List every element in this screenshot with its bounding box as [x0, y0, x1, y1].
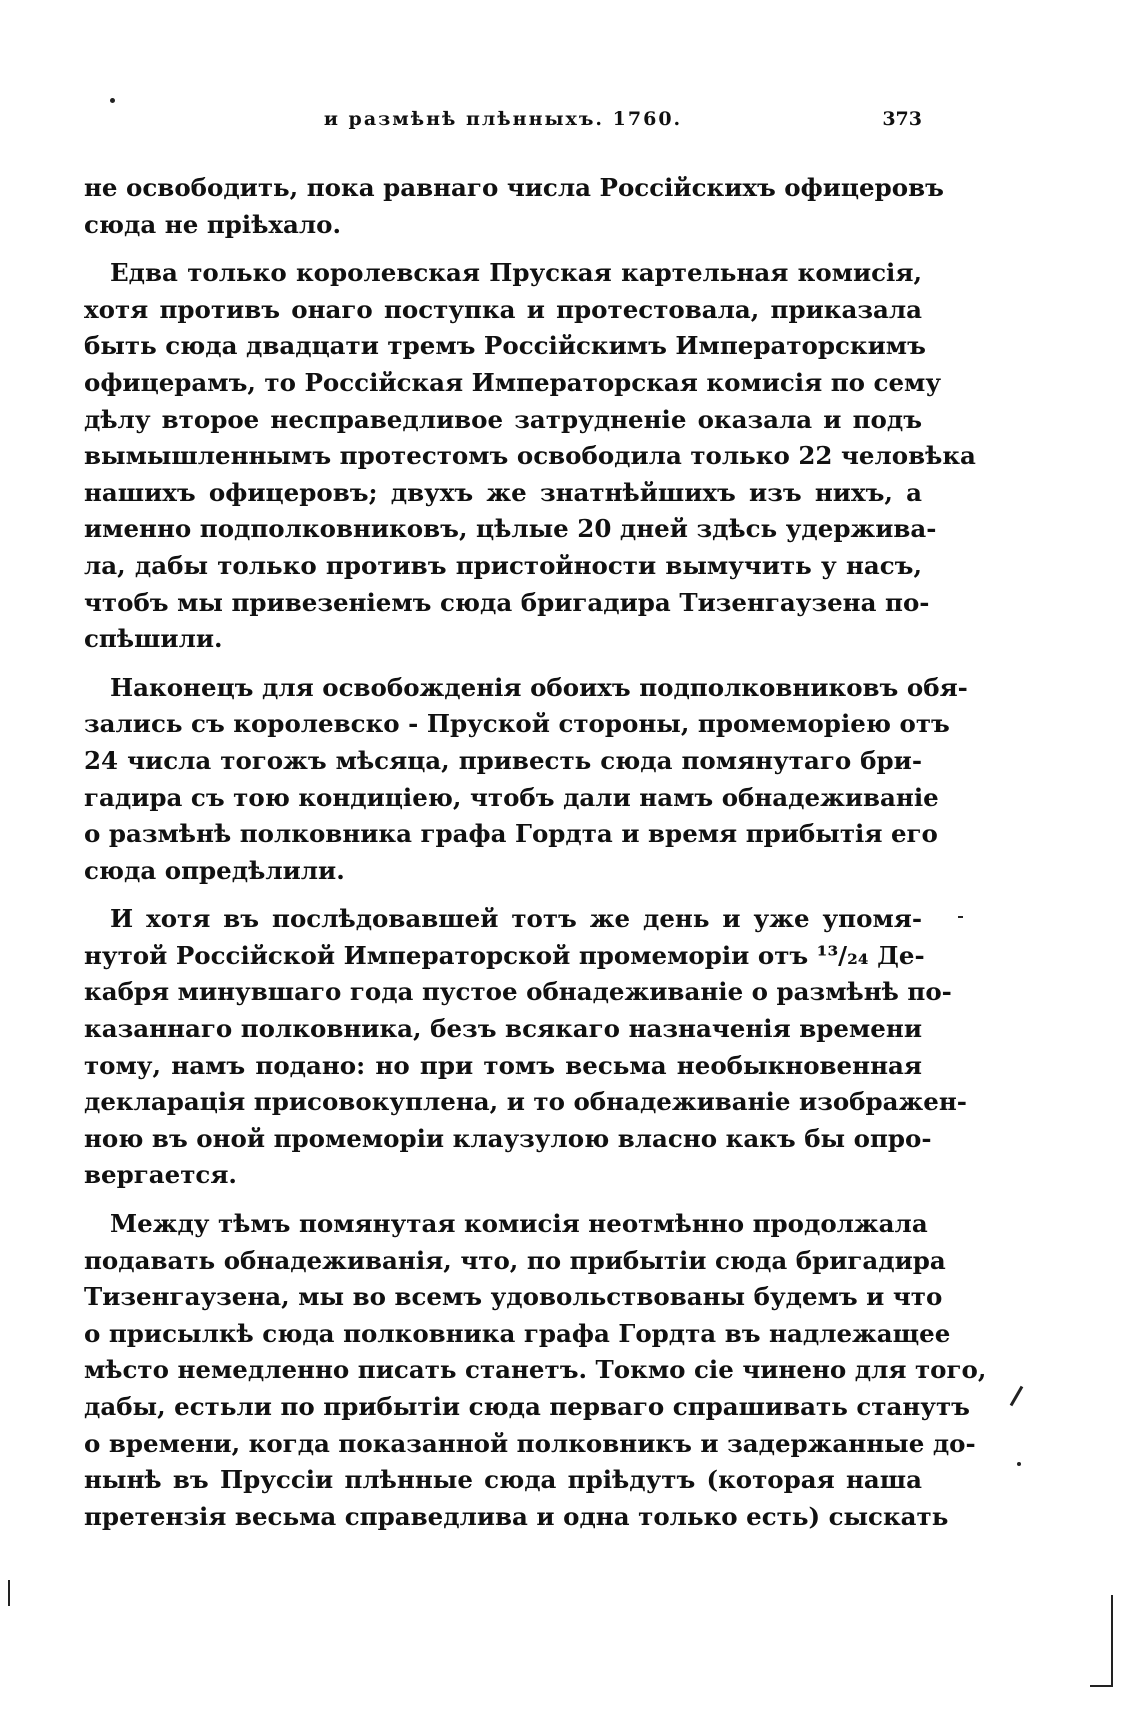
scan-speck — [1010, 1386, 1024, 1407]
text-line: именно подполковниковъ, цѣлые 20 дней здѣсь удержива- — [84, 514, 937, 544]
text-line: вымышленнымъ протестомъ освободила только 22 человѣка — [84, 441, 976, 471]
text-line: Едва только королевская Пруская картельная комисія, — [110, 258, 922, 288]
text-line: казаннаго полковника, безъ всякаго назначенія времени — [84, 1014, 922, 1044]
text-line: сюда опредѣлили. — [84, 855, 345, 885]
text-line: мѣсто немедленно писать станетъ. Токмо сіе чинено для того, — [84, 1355, 987, 1385]
paragraph — [84, 1206, 987, 1535]
page-header — [84, 108, 922, 148]
text-line: не освободить, пока равнаго числа Россійскихъ офицеровъ — [84, 173, 944, 202]
text-line: зались съ королевско - Пруской стороны, промеморіею отъ — [84, 709, 950, 739]
text-line: дабы, естьли по прибытіи сюда перваго спрашивать станутъ — [84, 1392, 970, 1421]
text-line: хотя противъ онаго поступка и протестовала, приказала — [84, 294, 922, 324]
text-line: дѣлу второе несправедливое затрудненіе оказала и подъ — [84, 404, 922, 434]
running-title: и размѣнѣ плѣнныхъ. 1760. — [323, 108, 683, 130]
text-line: нашихъ офицеровъ; двухъ же знатнѣйшихъ изъ нихъ, а — [84, 477, 922, 507]
text-line: ла, дабы только противъ пристойности вымучить у насъ, — [84, 550, 922, 580]
paragraph — [84, 170, 944, 243]
text-line: чтобъ мы привезеніемъ сюда бригадира Тизенгаузена по- — [84, 587, 930, 617]
text-line: тому, намъ подано: но при томъ весьма необыкновенная — [84, 1050, 922, 1080]
text-line: 24 числа тогожъ мѣсяца, привесть сюда помянутаго бри- — [84, 745, 922, 775]
text-line: сюда не пріѣхало. — [84, 209, 342, 239]
scan-speck — [8, 1580, 10, 1606]
text-line: нутой Россійской Императорской промеморіи отъ ¹³/₂₄ Де- — [84, 940, 925, 970]
text-line: о размѣнѣ полковника графа Гордта и время прибытія его — [84, 819, 938, 849]
scan-speck — [958, 916, 963, 918]
scan-speck — [110, 98, 115, 103]
text-line: о присылкѣ сюда полковника графа Гордта въ надлежащее — [84, 1318, 951, 1348]
text-line: Между тѣмъ помянутая комисія неотмѣнно продолжала — [110, 1209, 928, 1239]
body-text — [84, 170, 987, 1535]
scan-speck — [1017, 1462, 1021, 1466]
text-line: претензія весьма справедлива и одна только есть) сыскать — [84, 1501, 949, 1531]
text-line: офицерамъ, то Россійская Императорская комисія по сему — [84, 367, 942, 397]
text-line: о времени, когда показанной полковникъ и задержанные до- — [84, 1428, 976, 1458]
text-line: Тизенгаузена, мы во всемъ удовольствованы будемъ и что — [84, 1282, 943, 1312]
text-line: гадира съ тою кондиціею, чтобъ дали намъ обнадеживаніе — [84, 782, 939, 812]
scan-speck — [1090, 1685, 1113, 1687]
text-line: кабря минувшаго года пустое обнадеживаніе о размѣнѣ по- — [84, 977, 952, 1007]
text-line: подавать обнадеживанія, что, по прибытіи сюда бригадира — [84, 1245, 946, 1275]
text-line: нынѣ въ Пруссіи плѣнные сюда пріѣдутъ (которая наша — [84, 1465, 922, 1495]
scan-speck — [1111, 1595, 1113, 1685]
paragraph — [84, 901, 967, 1194]
text-line: вергается. — [84, 1160, 237, 1190]
paragraph — [84, 255, 976, 658]
text-line: Наконецъ для освобожденія обоихъ подполковниковъ обя- — [110, 672, 968, 702]
text-line: спѣшили. — [84, 624, 223, 654]
text-line: ною въ оной промеморіи клаузулою власно какъ бы опро- — [84, 1123, 932, 1153]
text-line: быть сюда двадцати тремъ Россійскимъ Императорскимъ — [84, 331, 926, 361]
text-line: И хотя въ послѣдовавшей тотъ же день и уже упомя- — [110, 904, 922, 934]
text-line: декларація присовокуплена, и то обнадеживаніе изображен- — [84, 1087, 967, 1117]
page-number: 373 — [882, 108, 922, 130]
paragraph — [84, 670, 968, 890]
